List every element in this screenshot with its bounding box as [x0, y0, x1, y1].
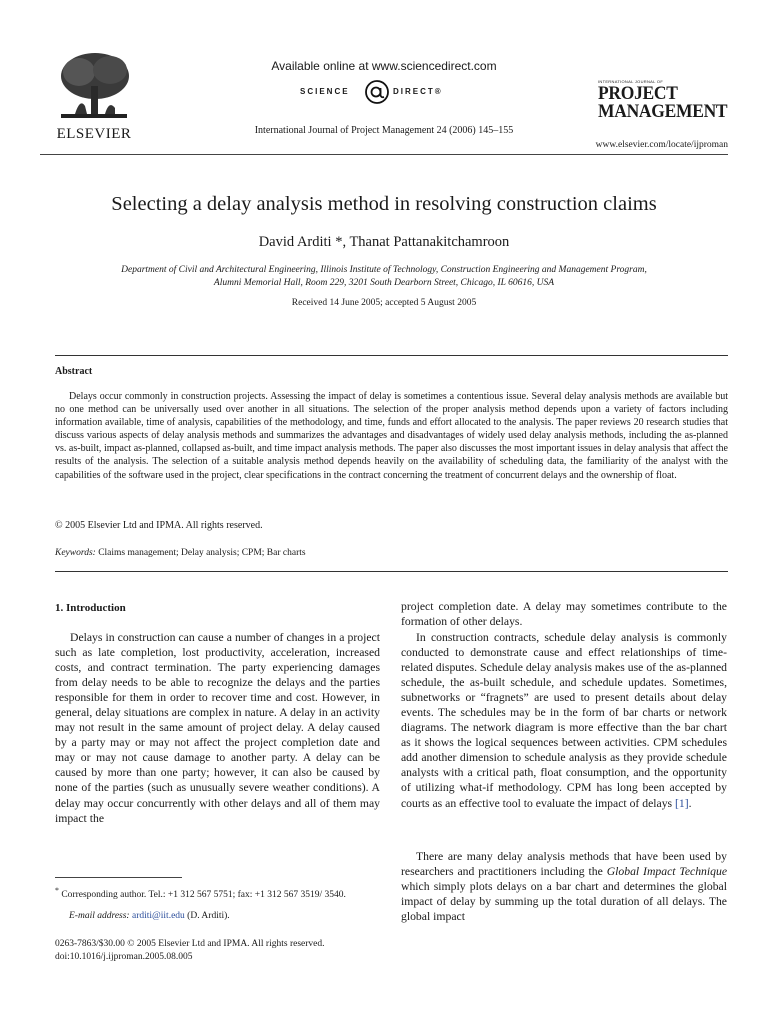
footnote-email-line [69, 911, 230, 921]
journal-logo-small-text: INTERNATIONAL JOURNAL OF [598, 79, 664, 84]
header-divider [40, 154, 728, 155]
abstract-top-divider [55, 355, 728, 356]
journal-logo-line2: MANAGEMENT [598, 101, 728, 122]
intro-paragraph-1-continued: project completion date. A delay may sometimes contribute to the formation of other delays. [401, 600, 727, 629]
issn-line: 0263-7863/$30.00 © 2005 Elsevier Ltd and IPMA. All rights reserved. [55, 939, 325, 949]
email-link[interactable]: arditi@iit.edu [131, 911, 185, 921]
article-title: Selecting a delay analysis method in resolving construction claims [111, 193, 657, 215]
abstract-bottom-divider [55, 571, 728, 572]
abstract-heading: Abstract [55, 366, 93, 377]
sciencedirect-logo [290, 78, 470, 106]
footnote-marker: * [55, 886, 59, 895]
section-heading-introduction: 1. Introduction [55, 602, 126, 614]
email-label: E-mail address: [69, 911, 130, 921]
available-online-text: Available online at www.sciencedirect.com [271, 59, 497, 73]
intro-paragraph-2-text: In construction contracts, schedule delay analysis is commonly conducted to demonstrate cause and effect relationships of time-related disputes. Schedule delay analysis makes use of the as-planned schedule, the as-built schedule, and schedule updates. Sometimes, subnetworks or “fragnets” are used to present details about delay events. The schedules may be in the form of bar charts or network diagrams. The network diagram is more effective than the bar chart as it shows the logical sequences between activities. CPM schedules add another dimension to schedule analysis as they provide schedule analysts with a critical path, float consumption, and the opportunity of utilizing what-if methodology. CPM has long been accepted by courts as an effective tool to evaluate the impact of delays [401, 631, 727, 810]
sciencedirect-left-text: SCIENCE [300, 87, 350, 96]
sciencedirect-right-text: DIRECT® [393, 87, 443, 96]
author-affiliation [70, 264, 698, 290]
affiliation-line-2: Alumni Memorial Hall, Room 229, 3201 South Dearborn Street, Chicago, IL 60616, USA [213, 278, 555, 288]
intro-paragraph-2 [401, 630, 727, 811]
intro-paragraph-3-end: which simply plots delays on a bar chart and determines the global impact of delay by summing up the total duration of all delays. The global impact [401, 880, 727, 924]
publisher-name: ELSEVIER [56, 126, 132, 142]
publication-info [55, 938, 325, 964]
abstract-body: Delays occur commonly in construction projects. Assessing the impact of delay is sometimes a contentious issue. Several delay analysis methods are available but no one method can be universally used over another in all situations. The selection of the proper analysis method depends upon a variety of factors including information available, time of analysis, capabilities of the methodology, and time, funds and effort allocated to the analysis. The paper reviews 20 research studies that discuss various aspects of delay analysis methods and summarizes the advantages and disadvantages of widely used delay analysis methods, including the as-planned vs. as-built, impact as-planned, collapsed as-built, and time impact analysis methods. The paper also discusses the most important issues in delay analysis that affect the results of the analysis. The selection of a suitable analysis method depends heavily on the availability of scheduling data, the familiarity of the analyst with the capabilities of the software used in the project, clear specifications in the contract concerning the treatment of concurrent delays and the ownership of float. [55, 391, 728, 481]
citation-link-1[interactable]: [1] [675, 796, 689, 810]
intro-paragraph-2-end: . [688, 796, 692, 810]
article-authors: David Arditi *, Thanat Pattanakitchamroon [258, 234, 510, 250]
keywords-label: Keywords: [55, 548, 96, 558]
keywords [55, 548, 306, 558]
corresponding-author-footnote [55, 884, 380, 902]
doi-line[interactable]: doi:10.1016/j.ijproman.2005.08.005 [55, 952, 193, 962]
journal-citation: International Journal of Project Management 24 (2006) 145–155 [254, 125, 514, 136]
sciencedirect-at-icon [362, 78, 392, 106]
journal-logo-line1: PROJECT [598, 83, 678, 104]
journal-url-link[interactable]: www.elsevier.com/locate/ijproman [595, 140, 728, 150]
affiliation-line-1: Department of Civil and Architectural Engineering, Illinois Institute of Technology, Construction Engineering and Management Program, [121, 265, 647, 275]
received-dates: Received 14 June 2005; accepted 5 August 2005 [291, 298, 477, 308]
intro-paragraph-3-start: There are many delay analysis methods that have been used by researchers and practitioners including the [401, 850, 727, 879]
intro-paragraph-3 [401, 849, 727, 924]
footnote-divider [55, 877, 182, 878]
abstract-copyright: © 2005 Elsevier Ltd and IPMA. All rights reserved. [55, 520, 263, 531]
keywords-list: Claims management; Delay analysis; CPM; Bar charts [98, 548, 306, 558]
global-impact-technique-term: Global Impact Technique [606, 865, 728, 879]
email-suffix: (D. Arditi). [187, 911, 230, 921]
footnote-text: Corresponding author. Tel.: +1 312 567 5751; fax: +1 312 567 3519/ 3540. [61, 890, 346, 901]
journal-logo [598, 79, 733, 121]
intro-paragraph-1: Delays in construction can cause a number of changes in a project such as late completion, lost productivity, acceleration, increased costs, and contract termination. The party experiencing damages from delay needs to be able to recognize the delays and the parties responsible for them in order to recover time and cost. However, in general, delay situations are complex in nature. A delay in an activity may not result in the same amount of project delay. A delay caused by a party may or may not affect the project completion date and may or may not cause damage to another party. A delay can be caused by more than one party; however, it can also be caused by none of the parties (such as unusually severe weather conditions). A delay may occur concurrently with other delays and all of them may impact the [55, 631, 380, 825]
